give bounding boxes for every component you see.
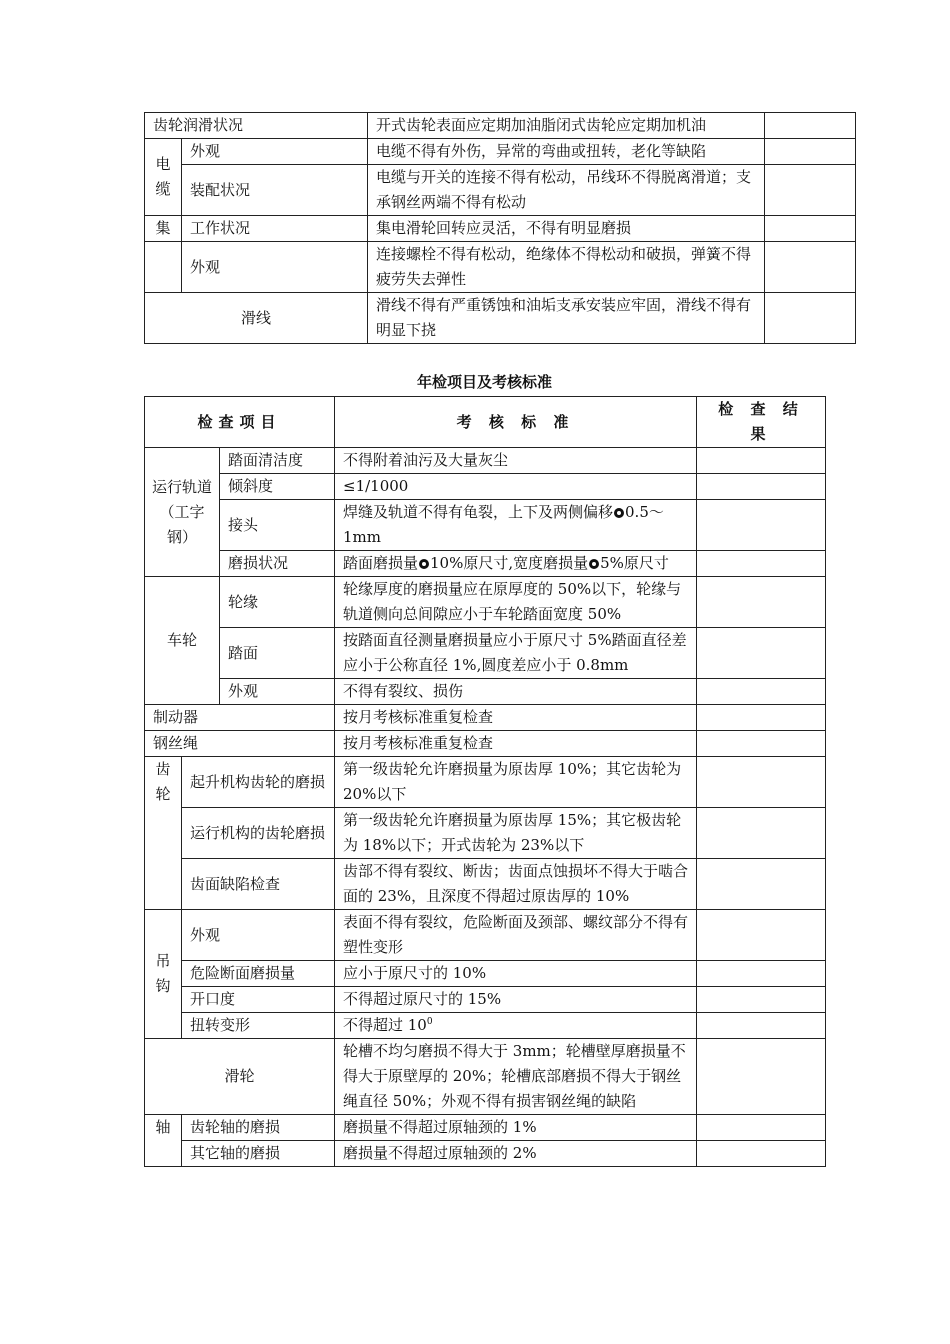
result-cell[interactable]: [765, 293, 856, 344]
table-row: [145, 910, 826, 961]
result-cell[interactable]: [697, 448, 826, 474]
table-row: [145, 474, 826, 500]
item-cell: 外观: [220, 679, 335, 705]
standard-text: 不得超过 10: [343, 1016, 427, 1034]
table-row: [145, 293, 856, 344]
standard-cell: [335, 500, 697, 551]
result-cell[interactable]: [697, 961, 826, 987]
item-cell: 倾斜度: [220, 474, 335, 500]
bullet-mark-icon: [589, 559, 599, 569]
header-standard: 考 核 标 准: [335, 397, 697, 448]
result-cell[interactable]: [697, 731, 826, 757]
table-row: [145, 165, 856, 216]
item-cell: 钢丝绳: [145, 731, 335, 757]
table-row: [145, 628, 826, 679]
result-cell[interactable]: [697, 808, 826, 859]
item-cell: 滑线: [145, 293, 368, 344]
table-row: [145, 987, 826, 1013]
group-cell: 电缆: [145, 139, 182, 216]
table-row: [145, 448, 826, 474]
table-row: [145, 113, 856, 139]
item-cell: 接头: [220, 500, 335, 551]
result-cell[interactable]: [697, 551, 826, 577]
result-cell[interactable]: [697, 500, 826, 551]
standard-cell: [335, 551, 697, 577]
table-row: [145, 1013, 826, 1039]
item-cell: 装配状况: [182, 165, 368, 216]
item-cell: 运行机构的齿轮磨损: [182, 808, 335, 859]
result-cell[interactable]: [697, 1141, 826, 1167]
bullet-mark-icon: [614, 508, 624, 518]
result-cell[interactable]: [697, 859, 826, 910]
item-cell: 开口度: [182, 987, 335, 1013]
item-cell: 踏面: [220, 628, 335, 679]
table-row: [145, 1141, 826, 1167]
item-cell: 制动器: [145, 705, 335, 731]
table-row: [145, 679, 826, 705]
annual-inspection-title: 年检项目及考核标准: [416, 373, 552, 391]
table-row: [145, 1115, 826, 1141]
table-row: [145, 216, 856, 242]
result-cell[interactable]: [697, 987, 826, 1013]
group-cell: 齿轮: [145, 757, 182, 910]
item-cell: 齿轮润滑状况: [145, 113, 368, 139]
result-cell[interactable]: [765, 165, 856, 216]
standard-cell: 不得附着油污及大量灰尘: [335, 448, 697, 474]
header-item: 检查项目: [145, 397, 335, 448]
standard-cell: 集电滑轮回转应灵活，不得有明显磨损: [368, 216, 765, 242]
standard-cell: ≤1/1000: [335, 474, 697, 500]
standard-text: 10%原尺寸,宽度磨损量: [430, 554, 589, 572]
standard-cell: 第一级齿轮允许磨损量为原齿厚 10%；其它齿轮为 20%以下: [335, 757, 697, 808]
result-cell[interactable]: [697, 1115, 826, 1141]
table-row: [145, 757, 826, 808]
result-cell[interactable]: [697, 1013, 826, 1039]
item-cell: 危险断面磨损量: [182, 961, 335, 987]
standard-cell: 轮缘厚度的磨损量应在原厚度的 50%以下，轮缘与轨道侧向总间隙应小于车轮踏面宽度 50%: [335, 577, 697, 628]
item-cell: 起升机构齿轮的磨损: [182, 757, 335, 808]
standard-cell: 应小于原尺寸的 10%: [335, 961, 697, 987]
group-cell: 吊钩: [145, 910, 182, 1039]
standard-cell: 按月考核标准重复检查: [335, 705, 697, 731]
group-cell: 集: [145, 216, 182, 242]
standard-cell: 开式齿轮表面应定期加油脂闭式齿轮应定期加机油: [368, 113, 765, 139]
standard-cell: 磨损量不得超过原轴颈的 2%: [335, 1141, 697, 1167]
standard-cell: 不得超过原尺寸的 15%: [335, 987, 697, 1013]
standard-text: 焊缝及轨道不得有龟裂，上下及两侧偏移: [343, 503, 614, 521]
result-cell[interactable]: [697, 757, 826, 808]
item-cell: 磨损状况: [220, 551, 335, 577]
result-cell[interactable]: [697, 910, 826, 961]
standard-cell: 表面不得有裂纹，危险断面及颈部、螺纹部分不得有塑性变形: [335, 910, 697, 961]
standard-text: 5%原尺寸: [600, 554, 669, 572]
item-cell: 工作状况: [182, 216, 368, 242]
table-row: [145, 500, 826, 551]
result-cell[interactable]: [697, 577, 826, 628]
item-cell: 其它轴的磨损: [182, 1141, 335, 1167]
result-cell[interactable]: [697, 628, 826, 679]
table-row: [145, 139, 856, 165]
standard-cell: 滑线不得有严重锈蚀和油垢支承安装应牢固，滑线不得有明显下挠: [368, 293, 765, 344]
result-cell[interactable]: [765, 216, 856, 242]
result-cell[interactable]: [765, 242, 856, 293]
standard-cell: 不得有裂纹、损伤: [335, 679, 697, 705]
result-cell[interactable]: [697, 474, 826, 500]
standard-cell: 齿部不得有裂纹、断齿；齿面点蚀损坏不得大于啮合面的 23%，且深度不得超过原齿厚的 10%: [335, 859, 697, 910]
item-cell: 外观: [182, 242, 368, 293]
group-cell: 车轮: [145, 577, 220, 705]
table-row: [145, 808, 826, 859]
table-row: [145, 705, 826, 731]
standard-cell: 按月考核标准重复检查: [335, 731, 697, 757]
standard-cell: 轮槽不均匀磨损不得大于 3mm；轮槽壁厚磨损量不得大于原壁厚的 20%；轮槽底部磨损不得大于钢丝绳直径 50%；外观不得有损害钢丝绳的缺陷: [335, 1039, 697, 1115]
table-row: [145, 731, 826, 757]
superscript: 0: [426, 1017, 433, 1027]
standard-text: 0.5～1mm: [343, 503, 664, 546]
header-result: 检 查 结 果: [697, 397, 826, 448]
group-cell: 运行轨道（工字钢）: [145, 448, 220, 577]
bullet-mark-icon: [419, 559, 429, 569]
table-row: [145, 551, 826, 577]
standard-cell: 连接螺栓不得有松动，绝缘体不得松动和破损，弹簧不得疲劳失去弹性: [368, 242, 765, 293]
item-cell: 外观: [182, 139, 368, 165]
standard-cell: 电缆不得有外伤，异常的弯曲或扭转，老化等缺陷: [368, 139, 765, 165]
standard-cell: 电缆与开关的连接不得有松动，吊线环不得脱离滑道；支承钢丝两端不得有松动: [368, 165, 765, 216]
monthly-inspection-table: [144, 112, 856, 344]
table-row: [145, 961, 826, 987]
standard-cell: 第一级齿轮允许磨损量为原齿厚 15%；其它极齿轮为 18%以下；开式齿轮为 23%以下: [335, 808, 697, 859]
standard-cell: [335, 1013, 697, 1039]
result-cell[interactable]: [765, 113, 856, 139]
table-row: [145, 1039, 826, 1115]
item-cell: 齿轮轴的磨损: [182, 1115, 335, 1141]
group-cell: 轴: [145, 1115, 182, 1167]
result-cell[interactable]: [765, 139, 856, 165]
item-cell: 滑轮: [145, 1039, 335, 1115]
table-row: [145, 577, 826, 628]
item-cell: 踏面清洁度: [220, 448, 335, 474]
result-cell[interactable]: [697, 679, 826, 705]
item-cell: 扭转变形: [182, 1013, 335, 1039]
result-cell[interactable]: [697, 1039, 826, 1115]
item-cell: 外观: [182, 910, 335, 961]
group-cell: [145, 242, 182, 293]
table-row: [145, 859, 826, 910]
table-header-row: [145, 397, 826, 448]
table-row: [145, 242, 856, 293]
item-cell: 齿面缺陷检查: [182, 859, 335, 910]
item-cell: 轮缘: [220, 577, 335, 628]
standard-cell: 磨损量不得超过原轴颈的 1%: [335, 1115, 697, 1141]
standard-text: 踏面磨损量: [343, 554, 419, 572]
annual-inspection-table: [144, 396, 826, 1167]
result-cell[interactable]: [697, 705, 826, 731]
standard-cell: 按踏面直径测量磨损量应小于原尺寸 5%踏面直径差应小于公称直径 1%,圆度差应小于 0.8mm: [335, 628, 697, 679]
